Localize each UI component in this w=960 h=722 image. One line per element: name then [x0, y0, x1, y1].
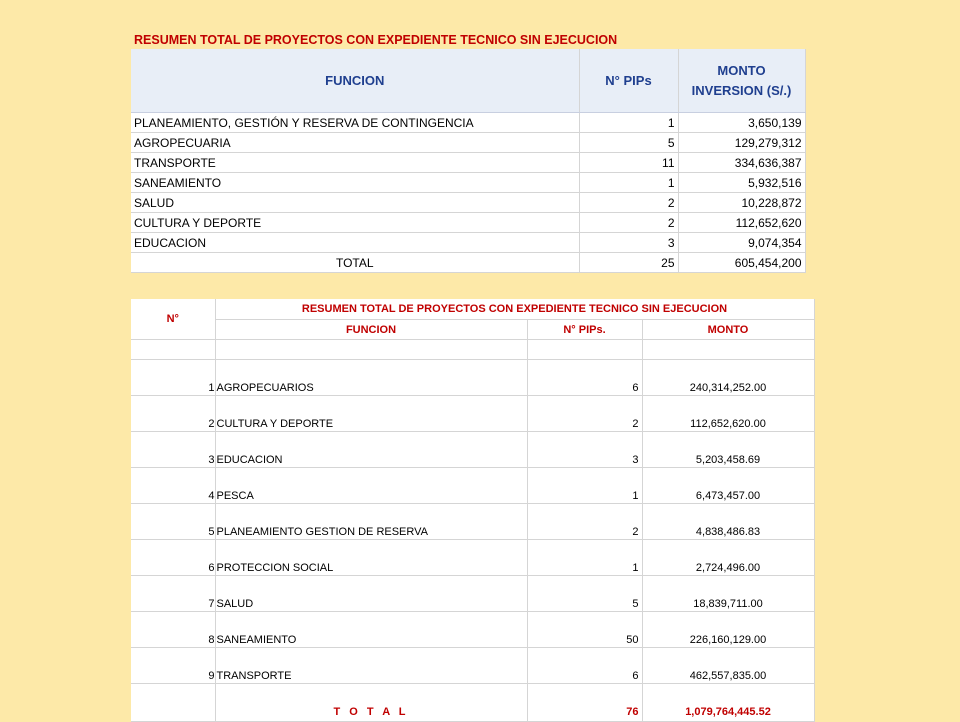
cell-number: 9 — [131, 648, 215, 684]
table-row — [131, 396, 814, 432]
header-pips: N° PIPs. — [527, 320, 642, 340]
table-row — [131, 193, 805, 213]
header-number: N° — [131, 299, 215, 340]
cell-funcion: PESCA — [215, 468, 527, 504]
cell-monto: 240,314,252.00 — [642, 360, 814, 396]
cell-pips: 2 — [579, 213, 678, 233]
cell-funcion: PLANEAMIENTO GESTION DE RESERVA — [215, 504, 527, 540]
cell-monto: 18,839,711.00 — [642, 576, 814, 612]
cell-number: 5 — [131, 504, 215, 540]
total-label: TOTAL — [131, 253, 579, 273]
cell-funcion: SANEAMIENTO — [131, 173, 579, 193]
cell-funcion: AGROPECUARIA — [131, 133, 579, 153]
cell-pips: 11 — [579, 153, 678, 173]
table2-title-row — [131, 299, 814, 320]
total-label: T O T A L — [215, 684, 527, 722]
header-funcion: FUNCION — [131, 49, 579, 113]
cell-pips: 2 — [527, 504, 642, 540]
total-number-cell — [131, 684, 215, 722]
cell-pips: 3 — [527, 432, 642, 468]
cell-monto: 10,228,872 — [678, 193, 805, 213]
header-pips: N° PIPs — [579, 49, 678, 113]
cell-number: 7 — [131, 576, 215, 612]
table2-header-row — [131, 320, 814, 340]
table-row — [131, 360, 814, 396]
table-row — [131, 576, 814, 612]
header-funcion: FUNCION — [215, 320, 527, 340]
cell-monto: 226,160,129.00 — [642, 612, 814, 648]
cell-pips: 50 — [527, 612, 642, 648]
cell-funcion: AGROPECUARIOS — [215, 360, 527, 396]
cell-pips: 1 — [527, 468, 642, 504]
header-monto: MONTO — [642, 320, 814, 340]
cell-monto: 112,652,620 — [678, 213, 805, 233]
cell-funcion: PLANEAMIENTO, GESTIÓN Y RESERVA DE CONTINGENCIA — [131, 113, 579, 133]
cell-number: 2 — [131, 396, 215, 432]
cell-number: 4 — [131, 468, 215, 504]
cell-monto: 6,473,457.00 — [642, 468, 814, 504]
cell-monto: 5,932,516 — [678, 173, 805, 193]
cell-pips: 1 — [579, 113, 678, 133]
table-row — [131, 504, 814, 540]
table-row — [131, 153, 805, 173]
spacer-cell — [215, 340, 527, 360]
cell-funcion: EDUCACION — [215, 432, 527, 468]
table1-header-row — [131, 49, 805, 113]
table2-title: RESUMEN TOTAL DE PROYECTOS CON EXPEDIENTE TECNICO SIN EJECUCION — [215, 299, 814, 320]
table-row — [131, 133, 805, 153]
summary-table-2 — [131, 299, 815, 722]
cell-funcion: SALUD — [215, 576, 527, 612]
total-pips: 76 — [527, 684, 642, 722]
cell-monto: 112,652,620.00 — [642, 396, 814, 432]
total-monto: 605,454,200 — [678, 253, 805, 273]
cell-pips: 2 — [527, 396, 642, 432]
cell-pips: 1 — [527, 540, 642, 576]
cell-funcion: SANEAMIENTO — [215, 612, 527, 648]
table-row — [131, 612, 814, 648]
cell-number: 6 — [131, 540, 215, 576]
cell-funcion: TRANSPORTE — [215, 648, 527, 684]
table-row — [131, 432, 814, 468]
total-pips: 25 — [579, 253, 678, 273]
cell-funcion: EDUCACION — [131, 233, 579, 253]
cell-pips: 6 — [527, 360, 642, 396]
cell-monto: 3,650,139 — [678, 113, 805, 133]
cell-pips: 6 — [527, 648, 642, 684]
cell-monto: 334,636,387 — [678, 153, 805, 173]
header-monto: MONTO INVERSION (S/.) — [678, 49, 805, 113]
summary-table-1 — [131, 49, 806, 273]
cell-funcion: TRANSPORTE — [131, 153, 579, 173]
cell-monto: 9,074,354 — [678, 233, 805, 253]
table-row — [131, 233, 805, 253]
cell-number: 8 — [131, 612, 215, 648]
table-row — [131, 213, 805, 233]
cell-number: 1 — [131, 360, 215, 396]
cell-monto: 2,724,496.00 — [642, 540, 814, 576]
cell-monto: 462,557,835.00 — [642, 648, 814, 684]
spacer-cell — [131, 340, 215, 360]
spacer-cell — [642, 340, 814, 360]
table2-total-row — [131, 684, 814, 722]
total-monto: 1,079,764,445.52 — [642, 684, 814, 722]
cell-pips: 1 — [579, 173, 678, 193]
cell-monto: 5,203,458.69 — [642, 432, 814, 468]
table-row — [131, 173, 805, 193]
table1-title: RESUMEN TOTAL DE PROYECTOS CON EXPEDIENTE TECNICO SIN EJECUCION — [134, 33, 618, 47]
cell-monto: 129,279,312 — [678, 133, 805, 153]
cell-number: 3 — [131, 432, 215, 468]
cell-pips: 5 — [527, 576, 642, 612]
cell-pips: 2 — [579, 193, 678, 213]
cell-funcion: PROTECCION SOCIAL — [215, 540, 527, 576]
table-row — [131, 648, 814, 684]
cell-monto: 4,838,486.83 — [642, 504, 814, 540]
cell-pips: 3 — [579, 233, 678, 253]
spacer-cell — [527, 340, 642, 360]
table2-spacer-row — [131, 340, 814, 360]
table-row — [131, 540, 814, 576]
table-row — [131, 468, 814, 504]
table1-total-row — [131, 253, 805, 273]
cell-funcion: CULTURA Y DEPORTE — [215, 396, 527, 432]
cell-funcion: CULTURA Y DEPORTE — [131, 213, 579, 233]
cell-pips: 5 — [579, 133, 678, 153]
cell-funcion: SALUD — [131, 193, 579, 213]
table-row — [131, 113, 805, 133]
